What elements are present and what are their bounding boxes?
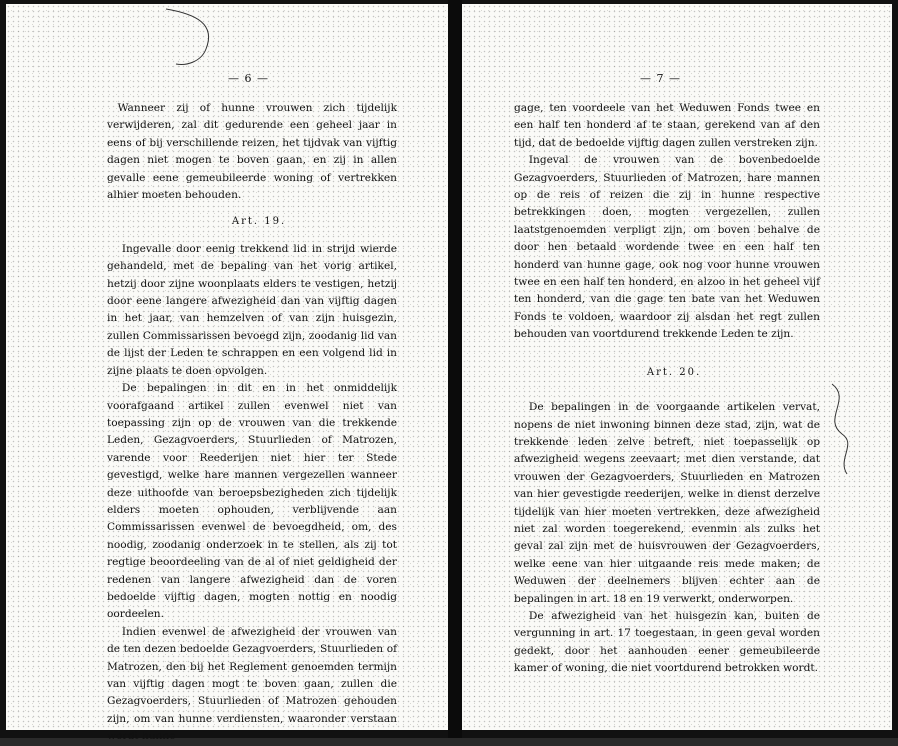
article-heading: Art. 20. [646, 366, 702, 378]
paragraph: Indien evenwel de afwezigheid der vrouwen van de ten dezen bedoelde Gezagvoerders, Stuurlieden of Matrozen, den bij het Reglement genoemden termijn van vijftig dagen mogt te boven gaan, zullen die Gezagvoerders, Stuurlieden of Matrozen gehouden zijn, om van hunne verdiensten, waaronder verstaan wordt hunne [107, 625, 397, 743]
page-number: — 7 — [640, 72, 681, 85]
paragraph: Wanneer zij of hunne vrouwen zich tijdelijk verwijderen, zal dit gedurende een geheel jaar in eens of bij verschillende reizen, het tijdvak van vijftig dagen niet mogen te boven gaan, en zij in allen gevalle eene gemeubileerde woning of vertrekken alhier moeten behouden. [107, 102, 397, 202]
right-body-text [514, 100, 820, 678]
paragraph: gage, ten voordeele van het Weduwen Fonds twee en een half ten honderd af te staan, gerekend van af den tijd, dat de bedoelde vijftig dagen zullen verstreken zijn. [514, 102, 820, 149]
paragraph: Ingevalle door eenig trekkend lid in strijd wierde gehandeld, met de bepaling van het vorig artikel, hetzij door zijne woonplaats elders te vestigen, hetzij door eene langere afwezigheid dan van vijftig dagen in het jaar, van hemzelven of van zijn huisgezin, zullen Commissarissen bevoegd zijn, zoodanig lid van de lijst der Leden te schrappen en een volgend lid in zijne plaats te doen opvolgen. [107, 242, 397, 377]
paragraph: De afwezigheid van het huisgezin kan, buiten de vergunning in art. 17 toegestaan, in geen geval worden gedekt, door het aanhouden eener gemeubileerde kamer of woning, die niet voortdurend betrokken wordt. [514, 609, 820, 675]
page-number: — 6 — [228, 72, 269, 85]
paragraph: De bepalingen in dit en in het onmiddelijk voorafgaand artikel zullen evenwel niet van toepassing zijn op de vrouwen van die trekkende Leden, Gezagvoerders, Stuurlieden of Matrozen, varende voor Reederijen niet hier ter Stede gevestigd, welke hare mannen vergezellen wanneer deze uithoofde van beroepsbezigheden zich tijdelijk elders moeten ophouden, verblijvende aan Commissarissen evenwel de bevoegdheid, om, des noodig, zoodanig onderzoek in te stellen, als zij tot regtige beoordeeling van de al of niet geldigheid der redenen van langere afwezigheid dan de voren bedoelde vijftig dagen, mogten nottig en noodig oordeelen. [107, 382, 397, 621]
left-body-text [107, 100, 397, 746]
paragraph: De bepalingen in de voorgaande artikelen vervat, nopens de niet inwoning binnen deze stad, zijn, wat de trekkende leden zelve betreft, niet toepasselijk op afwezigheid wegens zeevaart; met dien verstande, dat vrouwen der Gezagvoerders, Stuurlieden en Matrozen van hier gevestigde reederijen, welke in dienst derzelve tijdelijk van hier moeten vertrekken, deze afwezigheid niet zal worden toegerekend, evenmin als zulks het geval zal zijn met de huisvrouwen der Gezagvoerders, welke eene van hier uitgaande reis mede maken; de Weduwen der deelnemers blijven echter aan de bepalingen in art. 18 en 19 verwerkt, onderworpen. [514, 401, 820, 605]
article-heading: Art. 19. [231, 216, 287, 228]
pencil-mark [156, 4, 236, 74]
pencil-mark [812, 379, 872, 479]
right-page [462, 4, 892, 730]
left-page [6, 4, 448, 743]
book-gutter [448, 0, 462, 738]
paragraph: Ingeval de vrouwen van de bovenbedoelde Gezagvoerders, Stuurlieden of Matrozen, hare mannen op de reis of reizen die zij in hunne respective betrekkingen doen, mogten vergezellen, zullen laatstgenoemden verpligt zijn, om boven behalve de door hen betaald wordende twee en een half ten honderd van hunne gage, ook nog voor hunne vrouwen twee en een half ten honderd, en alzoo in het geheel vijf ten honderd, van die gage ten bate van het Weduwen Fonds te voldoen, waardoor zij alsdan het regt zullen behouden van voortdurend trekkende Leden te zijn. [514, 154, 820, 341]
